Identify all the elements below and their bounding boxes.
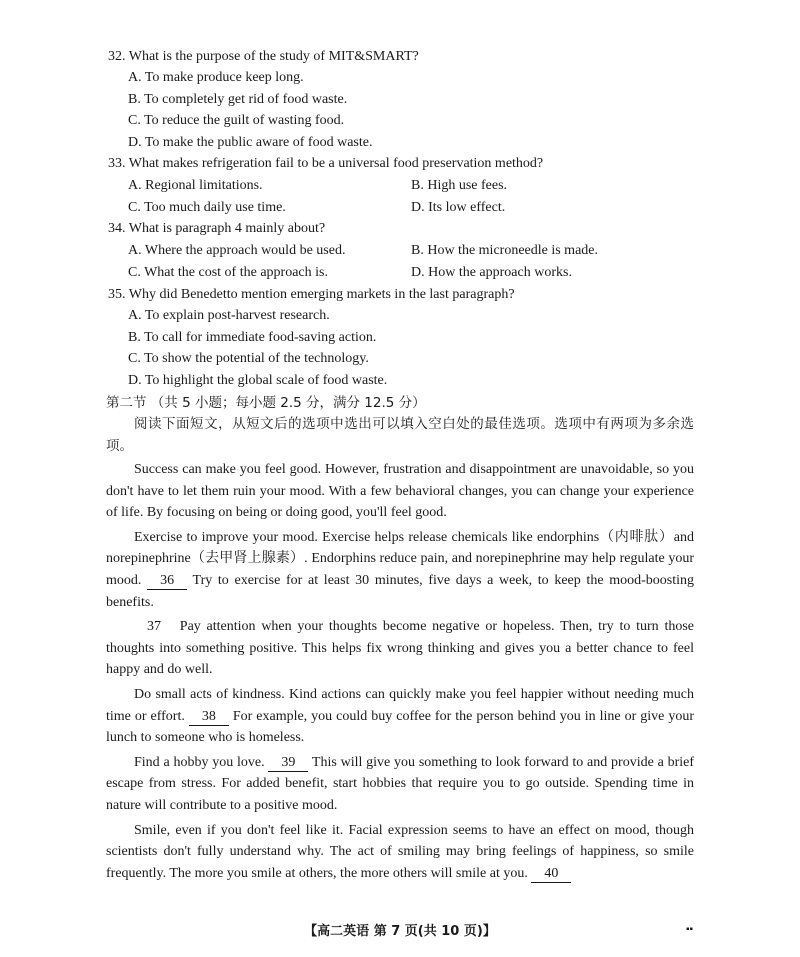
question-33-stem: 33. What makes refrigeration fail to be a universal food preservation method?: [108, 156, 544, 171]
passage-paragraph-5-text-b: This will give you something to look forward to and provide a brief escape from stress. For added benefit, start hobbies that require you to go outside. Spending time in nature will contribute to a positive mood.: [106, 754, 695, 813]
question-34-stem: 34. What is paragraph 4 mainly about?: [108, 221, 326, 236]
question-33-option-d: D. Its low effect.: [411, 200, 506, 215]
passage-paragraph-5-text-a: Find a hobby you love.: [134, 754, 269, 770]
passage-paragraph-2: [106, 527, 694, 613]
passage-paragraph-1: Success can make you feel good. However, frustration and disappointment are unavoidable, so you don't have to let them ruin your mood. With a few behavioral changes, you can change your experience of life. By focusing on being or doing good, you'll feel good.: [106, 462, 694, 521]
passage-paragraph-2-text-b: Try to exercise for at least 30 minutes, five days a week, to keep the mood-boosting benefits.: [106, 572, 694, 610]
section-2-instructions: 阅读下面短文，从短文后的选项中选出可以填入空白处的最佳选项。选项中有两项为多余选项。: [106, 416, 694, 454]
question-34-option-b: B. How the microneedle is made.: [411, 243, 599, 258]
passage-paragraph-4-text-b: For example, you could buy coffee for the person behind you in line or give your lunch to someone who is homeless.: [106, 708, 694, 746]
question-35-stem: 35. Why did Benedetto mention emerging markets in the last paragraph?: [108, 287, 515, 302]
question-32-option-b: B. To completely get rid of food waste.: [128, 92, 348, 107]
corner-mark: ▪▪: [686, 924, 694, 935]
question-32-option-a: A. To make produce keep long.: [128, 70, 304, 85]
question-32-stem: 32. What is the purpose of the study of MIT&SMART?: [108, 49, 419, 64]
question-34-option-d: D. How the approach works.: [411, 265, 572, 280]
passage-paragraph-3-text: Pay attention when your thoughts become negative or hopeless. Then, try to turn those thoughts into something positive. This helps fix wrong thinking and gives you a better chance to feel happy and do well.: [106, 619, 694, 678]
passage-paragraph-4-text-a: Do small acts of kindness. Kind actions can quickly make you feel happier without needing much time or effort.: [106, 686, 694, 724]
blank-36: 36: [147, 573, 187, 590]
page-footer: 【高二英语 第 7 页(共 10 页)】: [304, 924, 496, 939]
question-34-option-a: A. Where the approach would be used.: [128, 243, 346, 258]
passage-paragraph-5: [106, 752, 694, 817]
passage: [106, 459, 694, 884]
passage-paragraph-6: [106, 820, 694, 885]
question-32-option-c: C. To reduce the guilt of wasting food.: [128, 113, 345, 128]
passage-paragraph-2-text-a: Exercise to improve your mood. Exercise helps release chemicals like endorphins（内啡肽）and norepinephrine（去甲肾上腺素）. Endorphins reduce pain, and norepinephrine may help regulate your mood.: [106, 529, 694, 588]
blank-39: 39: [268, 755, 308, 772]
question-35-option-b: B. To call for immediate food-saving action.: [128, 330, 377, 345]
question-35-option-a: A. To explain post-harvest research.: [128, 308, 330, 323]
question-32-option-d: D. To make the public aware of food waste.: [128, 135, 373, 150]
blank-38: 38: [189, 709, 229, 726]
question-33-option-b: B. High use fees.: [411, 178, 508, 193]
section-2-heading: 第二节 （共 5 小题；每小题 2.5 分，满分 12.5 分）: [106, 395, 426, 411]
passage-paragraph-4: [106, 684, 694, 749]
question-35-option-d: D. To highlight the global scale of food waste.: [128, 373, 388, 388]
blank-40: 40: [531, 866, 571, 883]
passage-paragraph-3: [106, 616, 694, 681]
question-33-option-c: C. Too much daily use time.: [128, 200, 286, 215]
question-33-option-a: A. Regional limitations.: [128, 178, 263, 193]
question-35-option-c: C. To show the potential of the technology.: [128, 351, 369, 366]
blank-37: 37: [147, 619, 161, 635]
question-34-option-c: C. What the cost of the approach is.: [128, 265, 328, 280]
passage-paragraph-6-text: Smile, even if you don't feel like it. Facial expression seems to have an effect on mood, though scientists don't fully understand why. The act of smiling may bring feelings of happiness, so smile frequently. The more you smile at others, the more others will smile at you.: [106, 822, 694, 881]
